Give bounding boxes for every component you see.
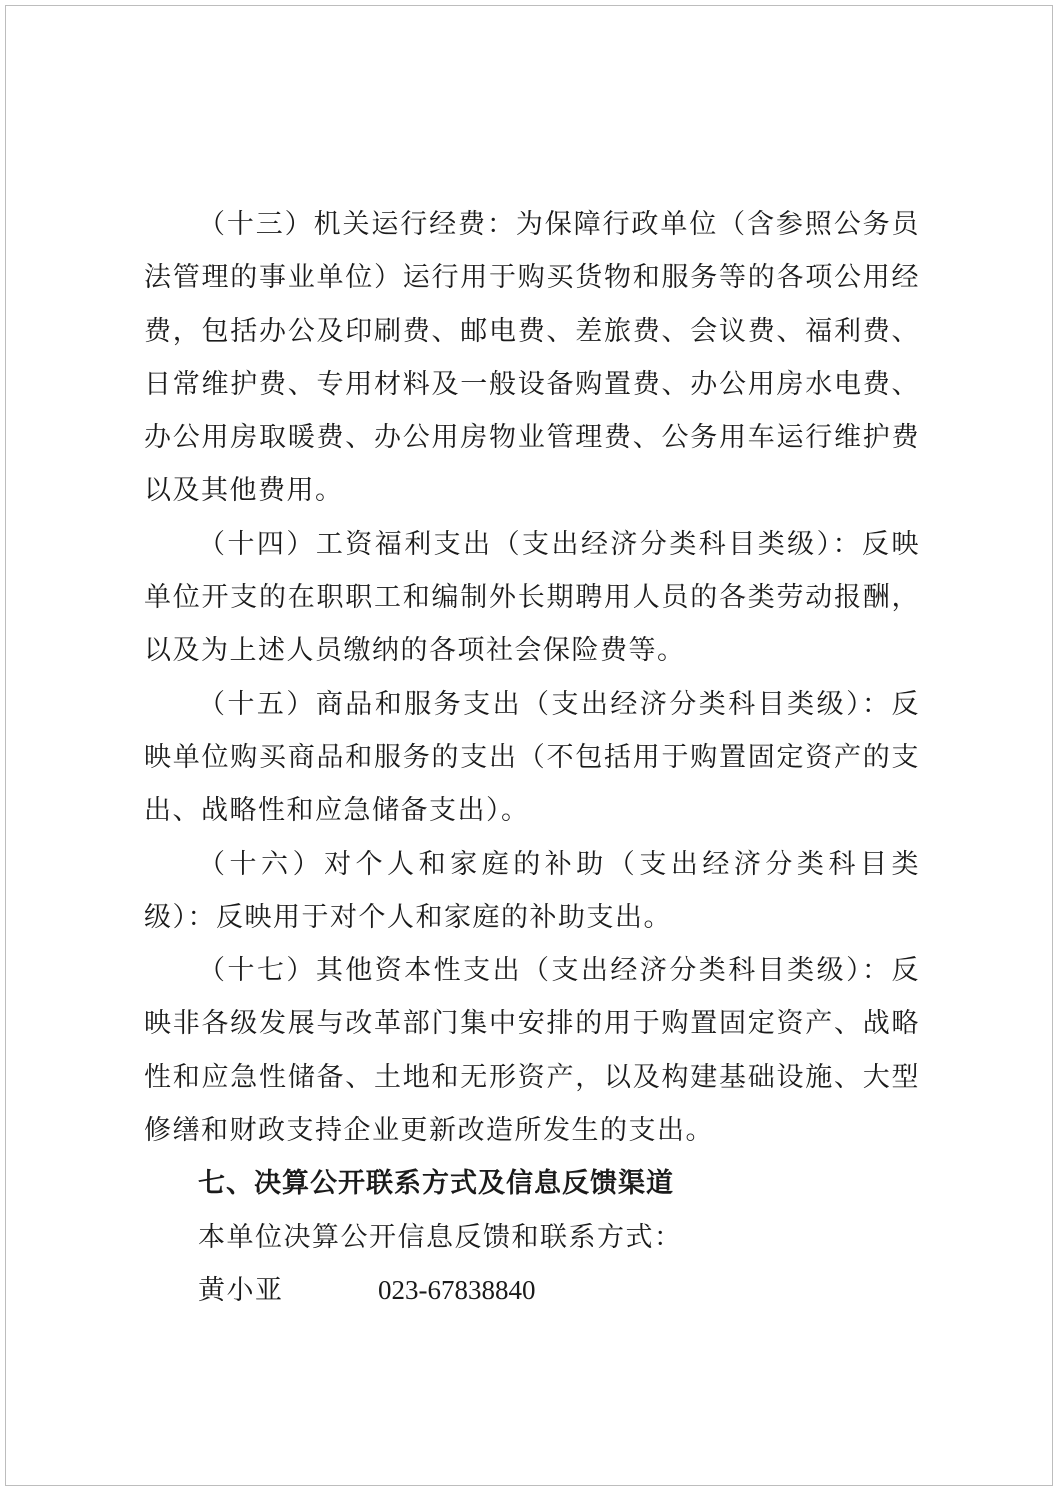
contact-intro: 本单位决算公开信息反馈和联系方式： (198, 1221, 683, 1253)
contact-line (144, 1264, 920, 1317)
paragraph-13: （十三）机关运行经费：为保障行政单位（含参照公务员法管理的事业单位）运行用于购买货物和服务等的各项公用经费，包括办公及印刷费、邮电费、差旅费、会议费、福利费、日常维护费、专用材料及一般设备购置费、办公用房水电费、办公用房取暖费、办公用房物业管理费、公务用车运行维护费以及其他费用。 (144, 209, 920, 507)
section-heading: 七、决算公开联系方式及信息反馈渠道 (198, 1168, 674, 1200)
paragraph-16: （十六）对个人和家庭的补助（支出经济分类科目类级）：反映用于对个人和家庭的补助支出。 (144, 848, 920, 933)
paragraph-14: （十四）工资福利支出（支出经济分类科目类级）：反映单位开支的在职职工和编制外长期聘用人员的各类劳动报酬，以及为上述人员缴纳的各项社会保险费等。 (144, 528, 920, 667)
contact-phone: 023-67838840 (378, 1274, 536, 1305)
document-body (144, 198, 920, 1317)
paragraph-17: （十七）其他资本性支出（支出经济分类科目类级）：反映非各级发展与改革部门集中安排的用于购置固定资产、战略性和应急性储备、土地和无形资产，以及构建基础设施、大型修缮和财政支持企业更新改造所发生的支出。 (144, 955, 920, 1147)
paragraph-15: （十五）商品和服务支出（支出经济分类科目类级）：反映单位购买商品和服务的支出（不包括用于购置固定资产的支出、战略性和应急储备支出）。 (144, 688, 920, 827)
contact-name: 黄小亚 (198, 1274, 284, 1306)
